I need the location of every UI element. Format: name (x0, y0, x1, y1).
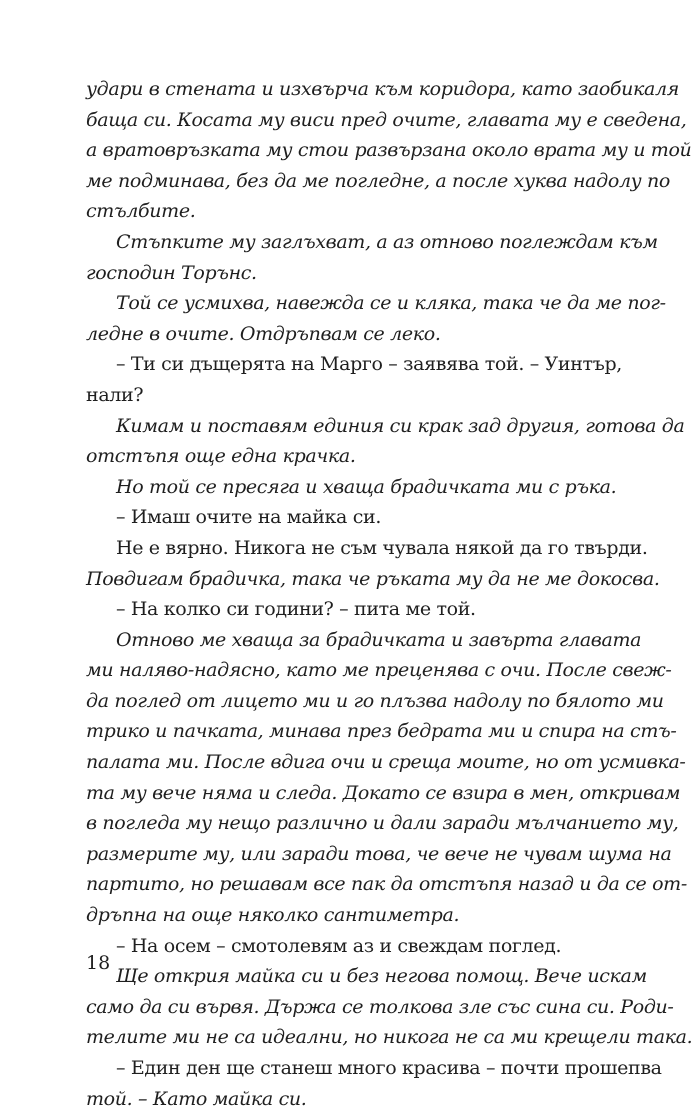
text-line: само да си вървя. Държа се толкова зле със сина си. Роди- (86, 995, 674, 1018)
text-line: Но той се пресяга и хваща брадичката ми с ръка. (116, 475, 617, 498)
text-line: да поглед от лицето ми и го плъзва надолу по бялото ми (86, 689, 664, 712)
text-line: Повдигам брадичка, така че ръката му да не ме докосва. (86, 567, 660, 590)
text-line: Стъпките му заглъхват, а аз отново поглеждам към (116, 230, 658, 253)
text-line: партито, но решавам все пак да отстъпя назад и да се от- (86, 873, 687, 896)
text-line: Той се усмихва, навежда се и кляка, така че да ме пог- (116, 292, 666, 315)
text-line: – На осем – смотолевям аз и свеждам поглед. (116, 934, 562, 957)
text-line: в погледа му нещо различно и дали заради мълчанието му, (86, 812, 679, 835)
text-line: – Ти си дъщерята на Марго – заявява той. – Уинтър, (116, 353, 622, 376)
text-line: – Един ден ще станеш много красива – почти прошепва (116, 1057, 662, 1079)
text-line: палата ми. После вдига очи и среща моите, но от усмивка- (86, 751, 686, 774)
text-line: трико и пачката, минава през бедрата ми и спира на стъ- (86, 720, 677, 743)
text-line: ледне в очите. Отдръпвам се леко. (86, 322, 441, 345)
text-line: та му вече няма и следа. Докато се взира в мен, откривам (86, 781, 681, 804)
text-line: дръпна на още няколко сантиметра. (86, 904, 460, 927)
page-number: 18 (86, 952, 111, 974)
text-line: отстъпя още една крачка. (86, 445, 356, 468)
text-line: нали? (86, 383, 144, 406)
text-line: удари в стената и изхвърча към коридора, като заобикаля (86, 78, 679, 100)
text-line: ми наляво-надясно, като ме преценява с очи. После свеж- (86, 659, 672, 682)
book-page-text (86, 74, 693, 1114)
text-line: – На колко си години? – пита ме той. (116, 598, 476, 621)
text-line: – Имаш очите на майка си. (116, 506, 382, 529)
text-line: Кимам и поставям единия си крак зад другия, готова да (116, 414, 685, 437)
text-line: ме подминава, без да ме погледне, а после хуква надолу по (86, 169, 671, 192)
text-line: Отново ме хваща за брадичката и завърта главата (116, 628, 642, 651)
text-line: размерите му, или заради това, че вече не чувам шума на (86, 842, 672, 865)
text-line: баща си. Косата му виси пред очите, главата му е сведена, (86, 108, 687, 131)
text-line: телите ми не са идеални, но никога не са ми крещели така. (86, 1026, 693, 1049)
text-line: а вратовръзката му стои развързана около врата му и той (86, 139, 692, 162)
text-line: той. – Като майка си. (86, 1087, 307, 1110)
text-line: Не е вярно. Никога не съм чувала някой да го твърди. (116, 536, 648, 559)
text-line: стълбите. (86, 200, 196, 223)
text-line: господин Торънс. (86, 261, 257, 284)
text-line: Ще открия майка си и без негова помощ. Вече искам (116, 965, 647, 988)
